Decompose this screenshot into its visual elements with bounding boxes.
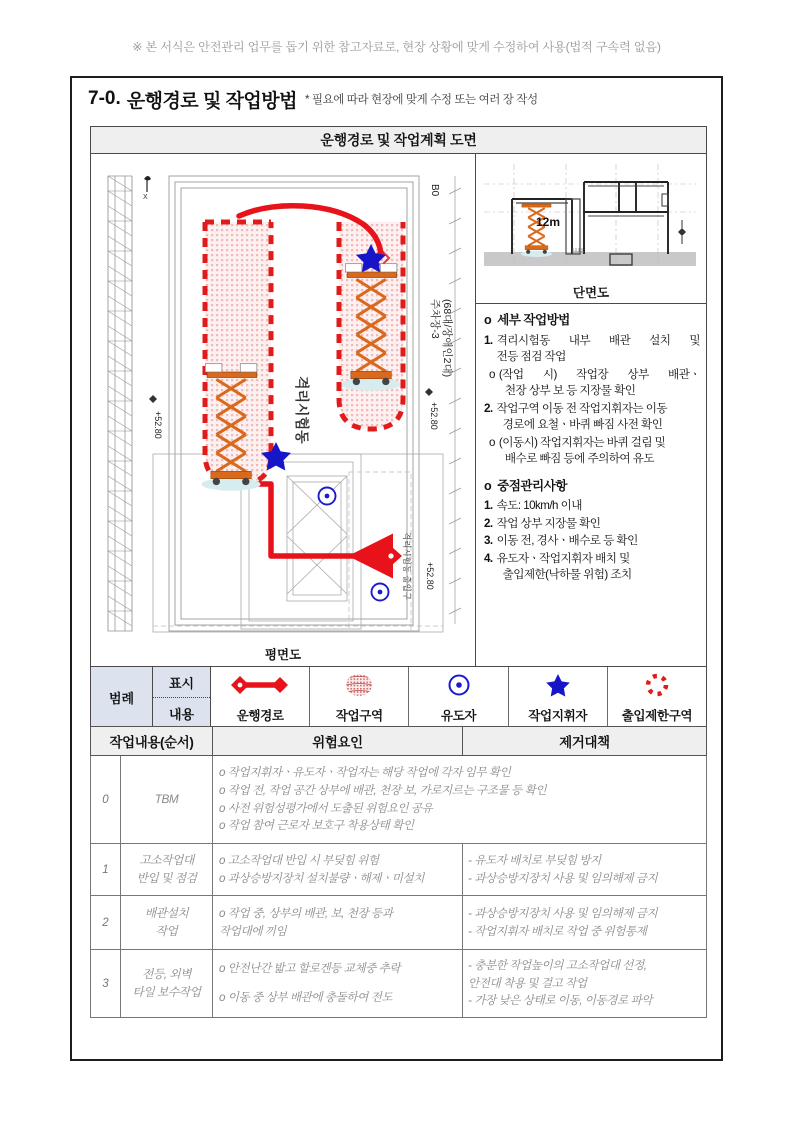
- plan-view-svg: [91, 154, 474, 664]
- legend-symbol: [211, 667, 309, 703]
- table-row: [91, 756, 707, 844]
- task-line: 전등, 외벽: [141, 966, 192, 981]
- method-item-marker: o: [489, 435, 495, 449]
- row-risk: [213, 844, 463, 896]
- fix-line: - 작업지휘자 배치로 작업 중 위험통제: [468, 924, 647, 938]
- row-task: [121, 950, 213, 1018]
- restricted-dashed-circle-icon: [643, 672, 671, 698]
- key-item-3: [484, 533, 700, 549]
- risk-assessment-table: [90, 726, 707, 1018]
- key-item-marker: 2.: [484, 516, 493, 530]
- label-entrance: 격리시험동 출입구: [402, 532, 412, 601]
- drawing-header: 운행경로 및 작업계획 도면: [91, 127, 706, 154]
- method-item-line: (작업 시) 작업장 상부 배관ㆍ: [498, 367, 700, 381]
- svg-text:+52.80: +52.80: [425, 562, 435, 590]
- legend-key-mark: 표시: [153, 667, 210, 698]
- row-risk: [213, 950, 463, 1018]
- label-grid-b0: B0: [429, 184, 440, 197]
- legend-label: 유도자: [440, 708, 477, 723]
- key-item-2: [484, 516, 700, 532]
- risk-line: o 작업 참여 근로자 보호구 착용상태 확인: [219, 819, 414, 833]
- right-pane: [476, 154, 706, 666]
- legend-symbol: [409, 667, 507, 703]
- risk-line: o 작업지휘자ㆍ유도자ㆍ작업자는 해당 작업에 각자 임무 확인: [219, 765, 511, 779]
- row-risk: [213, 896, 463, 950]
- row-fix: [463, 896, 707, 950]
- north-arrow-icon: [143, 176, 151, 201]
- legend-item-supervisor: [509, 667, 608, 728]
- key-item-marker: 3.: [484, 534, 493, 548]
- fix-line: - 과상승방지장치 사용 및 임의해제 금지: [468, 871, 658, 885]
- legend-item-restricted: [608, 667, 706, 728]
- row-number: 2: [91, 896, 121, 950]
- section-height-label: 12m: [536, 215, 561, 229]
- page-title: [72, 78, 721, 120]
- row-number: 0: [91, 756, 121, 844]
- key-item-text: 속도: 10km/h 이내: [496, 499, 582, 513]
- legend-symbol: [509, 667, 607, 703]
- key-item-marker: 4.: [484, 551, 493, 565]
- label-building: 격리시험동: [294, 376, 310, 444]
- label-parking: 주차장-3: [429, 299, 441, 339]
- title-note: * 필요에 따라 현장에 맞게 수정 또는 여러 장 작성: [305, 94, 538, 106]
- task-line: 작업: [155, 923, 178, 938]
- key-item-text: 이동 전, 경사ㆍ배수로 등 확인: [496, 534, 638, 548]
- row-fix: [463, 950, 707, 1018]
- row-fix: [463, 844, 707, 896]
- legend-item-guide: [409, 667, 508, 728]
- fix-line: 안전대 착용 및 걸고 작업: [468, 976, 587, 990]
- risk-line: o 작업 전, 작업 공간 상부에 배관, 천장 보, 가로지르는 구조물 등 확인: [219, 783, 547, 797]
- legend-symbol: [608, 667, 706, 703]
- form-sheet: [70, 76, 723, 1061]
- section-caption: 단면도: [572, 286, 610, 300]
- method-bullet-1: o: [484, 313, 492, 327]
- fix-line: - 가장 낮은 상태로 이동, 이동경로 파악: [468, 994, 653, 1008]
- work-area-hatch-icon: [344, 672, 374, 698]
- method-title-2: 중점관리사항: [497, 478, 567, 493]
- method-item-marker: o: [489, 367, 495, 381]
- table-row: [91, 844, 707, 896]
- row-task: [121, 896, 213, 950]
- method-item-line2: 경로에 요철ㆍ바퀴 빠짐 사전 확인: [502, 418, 663, 432]
- plan-view-pane: [91, 154, 476, 666]
- header-fix: 제거대책: [463, 727, 707, 756]
- method-bullet-2: o: [484, 478, 492, 493]
- risk-line: o 이동 중 상부 배관에 충돌하여 전도: [219, 991, 393, 1004]
- key-item-text: 유도자ㆍ작업지휘자 배치 및: [496, 551, 630, 565]
- method-item-line: 작업구역 이동 전 작업지휘자는 이동: [496, 401, 668, 415]
- title-number: 7-0.: [88, 88, 121, 109]
- legend-label: 운행경로: [236, 708, 284, 723]
- route-endpoint-diamond: [380, 546, 402, 566]
- table-row: [91, 896, 707, 950]
- svg-text:X: X: [143, 194, 148, 201]
- route-diamond-icon: [227, 674, 293, 696]
- svg-text:+52.80: +52.80: [153, 411, 163, 439]
- fix-line: - 과상승방지장치 사용 및 임의해제 금지: [468, 906, 658, 920]
- scaffold-braces: [108, 176, 132, 631]
- risk-line: o 사전 위험성평가에서 도출된 위험요인 공유: [219, 801, 433, 815]
- dimension-ticks-right: [449, 176, 461, 624]
- key-item-text2: 출입제한(낙하물 위험) 조치: [502, 568, 632, 582]
- drawing-body: [91, 154, 706, 666]
- method-section-title-2: [484, 478, 700, 496]
- legend-label: 출입제한구역: [621, 708, 693, 723]
- method-item-4: [484, 435, 700, 468]
- method-item-marker: 1.: [484, 333, 493, 347]
- elevation-mark-right: [425, 388, 439, 430]
- method-item-line2: 전등 점검 작업: [496, 350, 566, 364]
- method-item-marker: 2.: [484, 401, 493, 415]
- key-item-4: [484, 551, 700, 584]
- row-number: 3: [91, 950, 121, 1018]
- task-line: 배관설치: [144, 905, 189, 920]
- method-item-line: 격리시험동 내부 배관 설치 및: [496, 333, 700, 347]
- supervisor-star-icon: [544, 672, 572, 698]
- guide-marker-1: [319, 488, 336, 505]
- method-item-1: [484, 333, 700, 366]
- legend-symbol: [310, 667, 408, 703]
- method-item-3: [484, 401, 700, 434]
- header-task: 작업내용(순서): [91, 727, 213, 756]
- plan-caption: 평면도: [264, 648, 302, 662]
- key-item-marker: 1.: [484, 499, 493, 513]
- work-area-left: [205, 222, 271, 484]
- method-item-line2: 배수로 빠짐 등에 주의하여 유도: [504, 452, 655, 466]
- row-task: [121, 844, 213, 896]
- key-item-text: 작업 상부 지장물 확인: [496, 516, 601, 530]
- risk-line: o 안전난간 밟고 할로겐등 교체중 추락: [219, 962, 401, 976]
- svg-text:+52.80: +52.80: [429, 402, 439, 430]
- table-header-row: [91, 727, 707, 756]
- legend-key-column: [153, 667, 211, 728]
- legend-key-content: 내용: [168, 706, 195, 722]
- risk-line: o 작업 중, 상부의 배관, 보, 천장 등과: [219, 906, 393, 920]
- legend-item-route: [211, 667, 310, 728]
- work-method-block: [476, 304, 706, 589]
- header-risk: 위험요인: [213, 727, 463, 756]
- row-number: 1: [91, 844, 121, 896]
- risk-line: 작업대에 끼임: [219, 924, 287, 938]
- method-title-1: 세부 작업방법: [497, 313, 570, 327]
- drawing-block: [90, 126, 707, 729]
- elevation-mark-left: [149, 395, 163, 439]
- fix-line: - 유도자 배치로 부딪힘 방지: [468, 853, 601, 867]
- section-view-svg: [476, 154, 704, 284]
- label-parking-sub: (68대/장애인2대): [441, 299, 453, 378]
- task-line: 타일 보수작업: [132, 984, 201, 999]
- risk-line: o 과상승방지장치 설치불량ㆍ해제ㆍ미설치: [219, 871, 425, 885]
- row-task: [121, 756, 213, 844]
- travel-route-bottom: [239, 484, 391, 556]
- key-item-1: [484, 498, 700, 514]
- title-text: 운행경로 및 작업방법: [126, 90, 297, 112]
- legend-row: [91, 666, 706, 728]
- method-section-title-1: [484, 312, 700, 330]
- disclaimer-notice: ※ 본 서식은 안전관리 업무를 돕기 위한 참고자료로, 현장 상황에 맞게 수정하여 사용(법적 구속력 없음): [132, 40, 661, 54]
- task-line: 반입 및 점검: [136, 870, 197, 885]
- guide-circle-dot-icon: [446, 672, 472, 698]
- legend-title: 범례: [91, 667, 153, 728]
- row-risk: [213, 756, 707, 844]
- risk-line: o 고소작업대 반입 시 부딪힘 위험: [219, 853, 379, 867]
- legend-label: 작업지휘자: [528, 708, 588, 723]
- guide-marker-2: [372, 584, 389, 601]
- task-line: 고소작업대: [139, 852, 194, 867]
- task-line: TBM: [154, 791, 179, 806]
- legend-item-work-area: [310, 667, 409, 728]
- elevation-mark-bottom: [425, 562, 435, 590]
- section-view-pane: [476, 154, 706, 304]
- method-item-line: (이동시) 작업지휘자는 바퀴 걸림 및: [498, 435, 666, 449]
- table-row: [91, 950, 707, 1018]
- method-item-line2: 천장 상부 보 등 지장물 확인: [504, 384, 636, 398]
- legend-label: 작업구역: [335, 708, 383, 723]
- fix-line: - 충분한 작업높이의 고소작업대 선정,: [468, 958, 647, 972]
- method-item-2: [484, 367, 700, 400]
